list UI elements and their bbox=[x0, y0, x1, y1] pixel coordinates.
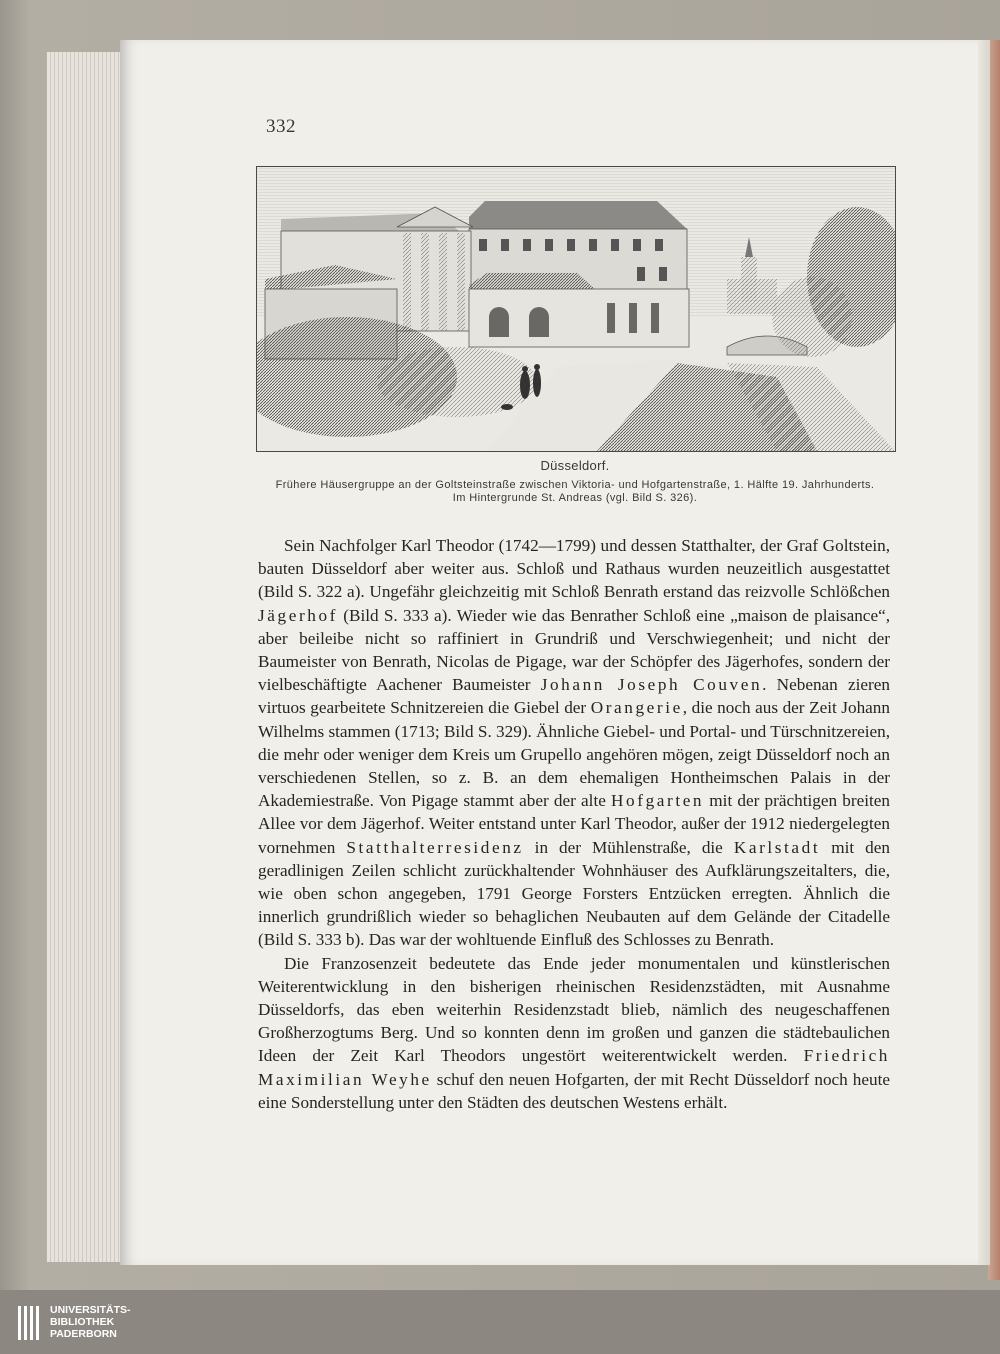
text-run: Die Franzosenzeit bedeutete das Ende jeder monumentalen und künstlerischen Weiterentwicklung in den bisherigen rheinischen Residenzstädten, mit Ausnahme Düsseldorfs, das eben weiterhin Residenzstadt blieb, nämlich des neugeschaffenen Großherzogtums Berg. Und so konnten denn im großen und ganzen die städtebaulichen Ideen der Zeit Karl Theodors ungestört weiterentwickelt werden. bbox=[258, 953, 890, 1066]
figure-caption-line-1: Frühere Häusergruppe an der Goltsteinstraße zwischen Viktoria- und Hofgartenstraße, 1. Hälfte 19. Jahrhunderts. bbox=[275, 479, 875, 491]
logo-bars-icon bbox=[18, 1306, 46, 1340]
logo-line-1: UNIVERSITÄTS- bbox=[50, 1304, 131, 1316]
text-run: , die noch aus der Zeit Johann Wilhelms stammen (1713; Bild S. 329). Ähnliche Giebel- und Portal- und Türschnitzereien, die mehr oder weniger dem Kreis um Grupello angehören mögen, zeigt Düsseldorf noch an verschiedenen Stellen, so z. B. an dem ehemaligen Hontheimschen Palais in der Akademiestraße. Von Pigage stammt aber der alte bbox=[258, 698, 890, 811]
paragraph-1 bbox=[258, 534, 890, 952]
page-number: 332 bbox=[266, 116, 296, 137]
logo-line-3: PADERBORN bbox=[50, 1328, 117, 1340]
logo-line-2: BIBLIOTHEK bbox=[50, 1316, 115, 1328]
illustration-duesseldorf-houses bbox=[256, 166, 896, 452]
spaced-term-karlstadt: Karlstadt bbox=[733, 837, 821, 857]
spaced-term-jaegerhof: Jägerhof bbox=[258, 605, 338, 625]
spaced-term-hofgarten: Hofgarten bbox=[611, 791, 705, 811]
paragraph-2 bbox=[258, 952, 890, 1114]
text-run: schuf den neuen Hofgarten, der mit Recht Düsseldorf noch heute eine Sonderstellung unter den Städten des deutschen Westens erhält. bbox=[258, 1069, 890, 1112]
text-run: mit den geradlinigen Zeilen schlicht zurückhaltender Wohnhäuser des Aufklärungszeitalters, die, wie oben schon angegeben, 1791 George Forsters Entzücken erregten. Ähnlich die innerlich grundrißlich wieder so behaglichen Neubauten auf dem Gelände der Citadelle (Bild S. 333 b). Das war der wohltuende Einfluß des Schlosses zu Benrath. bbox=[258, 837, 890, 950]
body-text bbox=[258, 534, 890, 1114]
spaced-term-weyhe: Friedrich Maximilian Weyhe bbox=[258, 1046, 890, 1089]
text-run: (Bild S. 333 a). Wieder wie das Benrather Schloß eine „maison de plaisance“, aber beileibe nicht so raffiniert in Grundriß und Verschwiegenheit; und nicht der Baumeister von Benrath, Nicolas de Pigage, war der Schöpfer des Jägerhofes, sondern der vielbeschäftigte Aachener Baumeister bbox=[258, 605, 890, 695]
scan-footer-band bbox=[0, 1290, 1000, 1354]
library-logo-text bbox=[50, 1304, 131, 1340]
text-run: . Nebenan zieren virtuos gearbeitete Schnitzereien die Giebel der bbox=[258, 675, 890, 718]
engraving-image bbox=[257, 167, 895, 451]
facing-page-edge bbox=[978, 40, 990, 1265]
figure-caption-line-2: Im Hintergrunde St. Andreas (vgl. Bild S. 326). bbox=[452, 492, 698, 504]
spaced-term-couven: Johann Joseph Couven bbox=[540, 675, 763, 695]
spaced-term-orangerie: Orangerie bbox=[590, 698, 683, 718]
figure-caption-title: Düsseldorf. bbox=[540, 458, 610, 473]
text-run: mit der prächtigen breiten Allee vor dem Jägerhof. Weiter entstand unter Karl Theodor, außer der 1912 niedergelegten vornehmen bbox=[258, 791, 890, 857]
text-run: in der Mühlenstraße, die bbox=[523, 837, 734, 857]
spaced-term-statthalterresidenz: Statthalterresidenz bbox=[346, 837, 524, 857]
text-run: Sein Nachfolger Karl Theodor (1742—1799) und dessen Statthalter, der Graf Goltstein, bauten Düsseldorf aber weiter aus. Schloß und Rathaus wurden neuzeitlich ausgestattet (Bild S. 322 a). Ungefähr gleichzeitig mit Schloß Benrath erstand das reizvolle Schlößchen bbox=[258, 536, 890, 602]
library-logo bbox=[18, 1304, 138, 1344]
